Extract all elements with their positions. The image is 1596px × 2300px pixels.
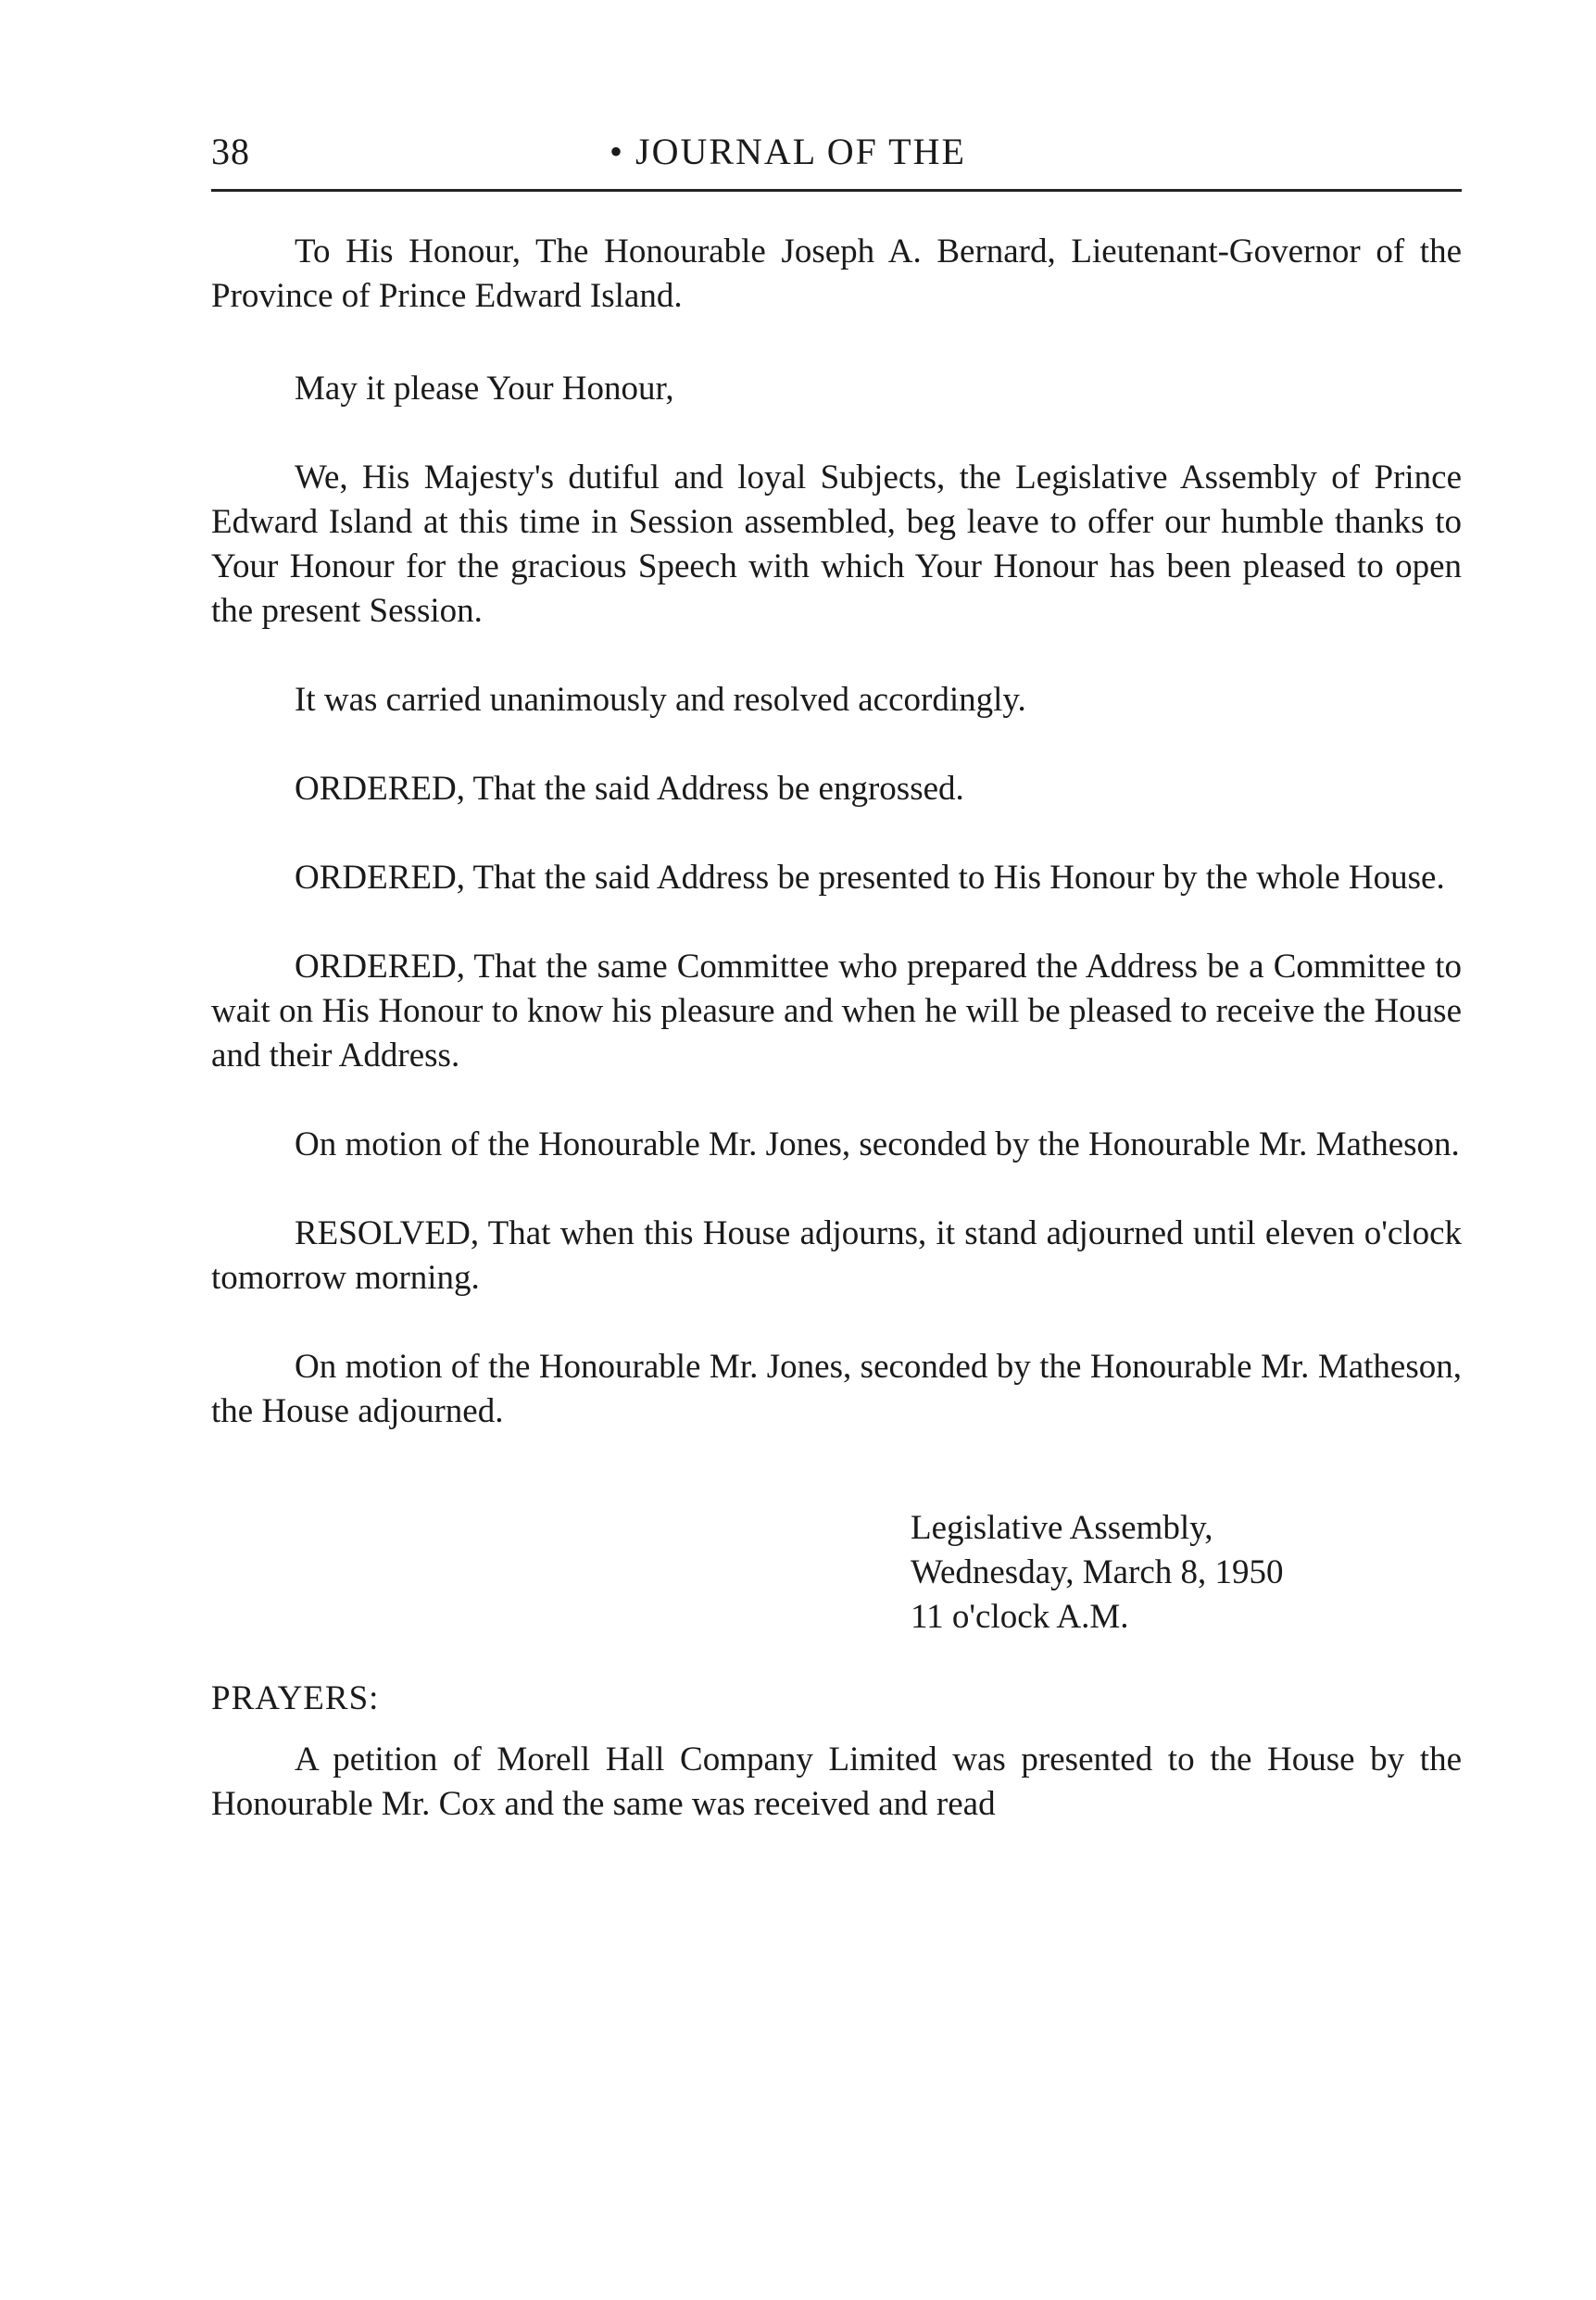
header-rule [211, 189, 1462, 192]
address-body: We, His Majesty's dutiful and loyal Subjects, the Legislative Assembly of Prince Edward Island at this time in Session assembled, beg leave to offer our humble thanks to Your Honour for the gracious Speech with which Your Honour has been pleased to open the present Session. [211, 459, 1462, 630]
page-number: 38 [211, 131, 250, 172]
resolved-adjourn: RESOLVED, That when this House adjourns, it stand adjourned until eleven o'clock tomorrow morning. [211, 1214, 1462, 1297]
dateline-assembly: Legislative Assembly, [911, 1509, 1213, 1547]
dateline [911, 1506, 1462, 1640]
page-header [211, 130, 1462, 185]
order-committee: ORDERED, That the same Committee who prepared the Address be a Committee to wait on His Honour to know his pleasure and when he will be pleased to receive the House and their Address. [211, 948, 1462, 1075]
resolution-carried: It was carried unanimously and resolved accordingly. [295, 681, 1026, 719]
page-body [211, 230, 1462, 1827]
section-heading-prayers: PRAYERS: [211, 1679, 380, 1717]
address-salutation: To His Honour, The Honourable Joseph A. Bernard, Lieutenant-Governor of the Province of Prince Edward Island. [211, 233, 1462, 315]
dateline-date: Wednesday, March 8, 1950 [911, 1553, 1284, 1591]
petition-paragraph: A petition of Morell Hall Company Limited was presented to the House by the Honourable Mr. Cox and the same was received and read [211, 1741, 1462, 1823]
motion-adjourn: On motion of the Honourable Mr. Jones, seconded by the Honourable Mr. Matheson. [295, 1125, 1460, 1163]
order-presented: ORDERED, That the said Address be presented to His Honour by the whole House. [295, 859, 1445, 897]
address-greeting: May it please Your Honour, [295, 370, 674, 408]
running-title: • JOURNAL OF THE [609, 131, 966, 172]
motion-house-adjourned: On motion of the Honourable Mr. Jones, seconded by the Honourable Mr. Matheson, the House adjourned. [211, 1348, 1462, 1430]
dateline-time: 11 o'clock A.M. [911, 1598, 1129, 1636]
order-engrossed: ORDERED, That the said Address be engrossed. [295, 770, 964, 808]
